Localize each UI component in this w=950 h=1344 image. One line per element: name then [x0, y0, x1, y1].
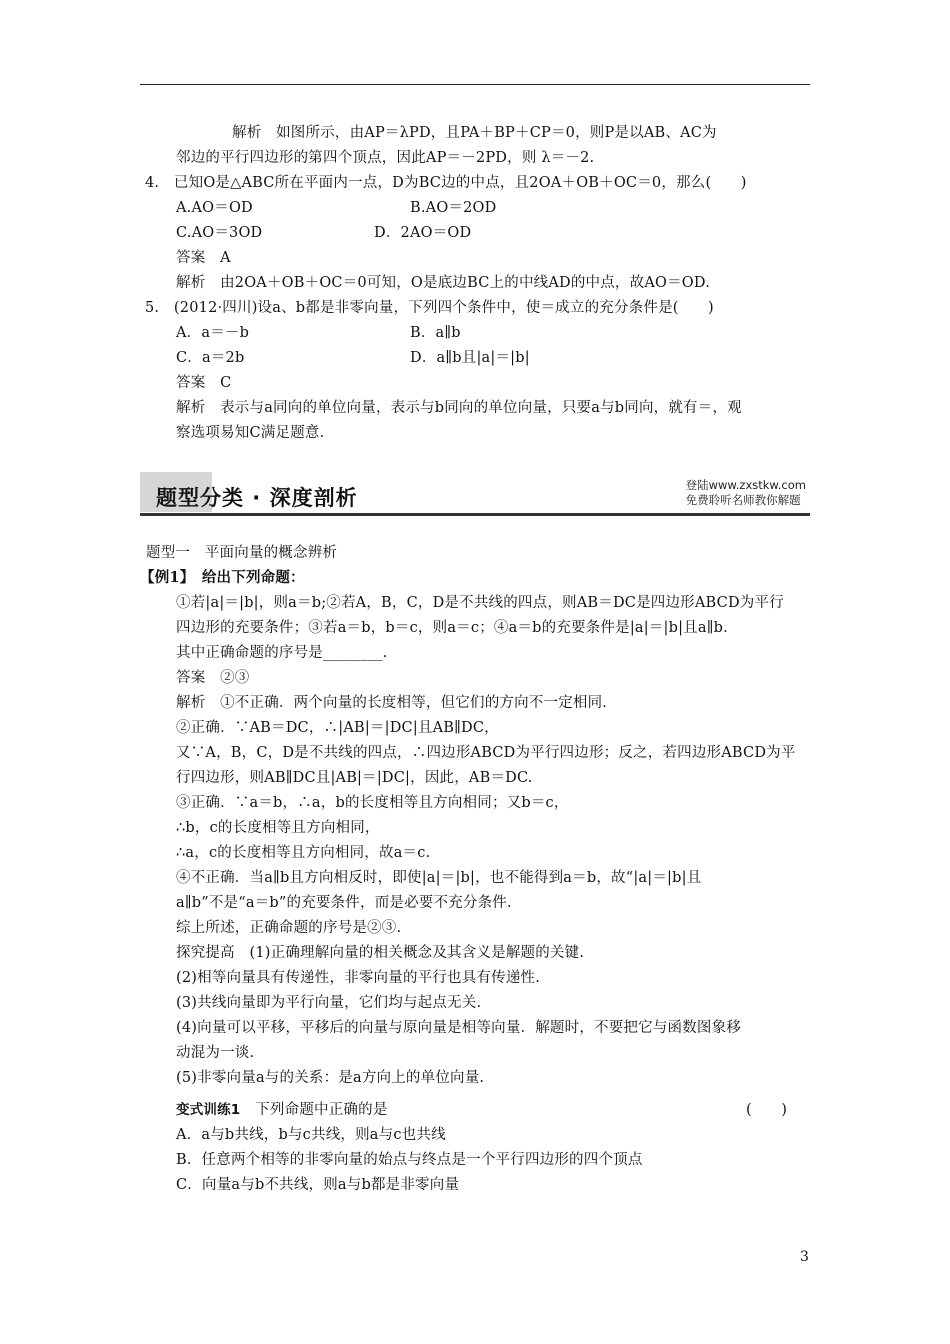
- q5-solution-line1: 解析 表示与a同向的单位向量，表示与b同向的单位向量，只要a与b同向，就有＝，观: [176, 400, 742, 416]
- tips-line1: 探究提高 (1)正确理解向量的相关概念及其含义是解题的关键.: [176, 945, 585, 961]
- q5-answer: 答案 C: [176, 375, 232, 391]
- q4-option-d: D．2AO＝OD: [374, 225, 472, 241]
- example1-solution-line9: a∥b”不是“a＝b”的充要条件，而是必要不充分条件.: [176, 895, 512, 911]
- banner-site-note: [686, 478, 806, 508]
- q3-solution-line1: 解析 如图所示，由AP＝λPD，且PA＋BP＋CP＝0，则P是以AB、AC为: [232, 125, 717, 141]
- variant1-option-a: A．a与b共线，b与c共线，则a与c也共线: [176, 1127, 446, 1143]
- header-rule: [140, 84, 810, 85]
- page-number: 3: [800, 1249, 809, 1265]
- example1-solution-line2: ②正确．∵AB＝DC，∴|AB|＝|DC|且AB∥DC，: [176, 720, 499, 736]
- tips-line3: (3)共线向量即为平行向量，它们均与起点无关.: [176, 995, 482, 1011]
- example1-solution-line10: 综上所述，正确命题的序号是②③.: [176, 920, 402, 936]
- q4-stem: 4. 已知O是△ABC所在平面内一点，D为BC边的中点，且2OA＋OB＋OC＝0，那么( ): [145, 175, 747, 191]
- example1-solution-line6: ∴b，c的长度相等且方向相同，: [176, 820, 380, 836]
- tips-line2: (2)相等向量具有传递性，非零向量的平行也具有传递性.: [176, 970, 541, 986]
- example1-solution-line7: ∴a，c的长度相等且方向相同，故a＝c.: [176, 845, 431, 861]
- q5-stem: 5. (2012·四川)设a、b都是非零向量，下列四个条件中，使＝成立的充分条件是( ): [145, 300, 714, 316]
- q5-option-a: A．a＝－b: [176, 325, 250, 341]
- q3-solution-line2: 邻边的平行四边形的第四个顶点，因此AP＝－2PD，则 λ＝－2.: [176, 150, 595, 166]
- q4-answer: 答案 A: [176, 250, 231, 266]
- q4-option-b: B.AO＝2OD: [410, 200, 497, 216]
- q4-option-a: A.AO＝OD: [176, 200, 253, 216]
- tips-line6: (5)非零向量a与的关系：是a方向上的单位向量.: [176, 1070, 485, 1086]
- banner-site-slogan: 免费聆听名师教你解题: [685, 493, 801, 507]
- example1-prop-line1: ①若|a|＝|b|，则a＝b;②若A，B，C，D是不共线的四点，则AB＝DC是四边形ABCD为平行: [176, 595, 784, 611]
- example1-prop-line3: 其中正确命题的序号是________.: [176, 645, 388, 661]
- example1-solution-line8: ④不正确．当a∥b且方向相反时，即使|a|＝|b|，也不能得到a＝b，故“|a|＝|b|且: [176, 870, 702, 886]
- q5-option-d: D．a∥b且|a|＝|b|: [410, 350, 530, 366]
- variant1-tag: 变式训练1: [176, 1102, 241, 1118]
- q5-option-b: B．a∥b: [410, 325, 461, 341]
- banner-title: 题型分类 · 深度剖析: [156, 486, 358, 510]
- tips-line4: (4)向量可以平移，平移后的向量与原向量是相等向量．解题时，不要把它与函数图象移: [176, 1020, 742, 1036]
- example1-solution-line3: 又∵A，B，C，D是不共线的四点，∴四边形ABCD为平行四边形；反之，若四边形ABCD为平: [176, 745, 796, 761]
- q4-solution: 解析 由2OA＋OB＋OC＝0可知，O是底边BC上的中线AD的中点，故AO＝OD.: [176, 275, 710, 291]
- example1-solution-line5: ③正确．∵a＝b，∴a，b的长度相等且方向相同；又b＝c，: [176, 795, 569, 811]
- variant1-stem: 下列命题中正确的是: [255, 1102, 388, 1118]
- q5-option-c: C．a＝2b: [176, 350, 245, 366]
- example1-solution-line1: 解析 ①不正确．两个向量的长度相等，但它们的方向不一定相同.: [176, 695, 608, 711]
- banner-rule: [140, 513, 810, 516]
- example1-prop-line2: 四边形的充要条件；③若a＝b，b＝c，则a＝c；④a＝b的充要条件是|a|＝|b|且a∥b.: [176, 620, 728, 636]
- variant1-bracket: ( ): [746, 1102, 788, 1118]
- section-banner: [140, 470, 810, 518]
- variant1-option-c: C．向量a与b不共线，则a与b都是非零向量: [176, 1177, 460, 1193]
- q4-option-c: C.AO＝3OD: [176, 225, 263, 241]
- tips-line5: 动混为一谈.: [176, 1045, 255, 1061]
- variant1-row: [176, 1100, 388, 1120]
- example1-answer: 答案 ②③: [176, 670, 250, 686]
- type1-heading: 题型一 平面向量的概念辨析: [146, 545, 338, 561]
- example1-label: 【例1】 给出下列命题：: [140, 569, 305, 586]
- q5-solution-line2: 察选项易知C满足题意.: [176, 425, 325, 441]
- example1-solution-line4: 行四边形，则AB∥DC且|AB|＝|DC|，因此，AB＝DC.: [176, 770, 533, 786]
- banner-site-url: 登陆www.zxstkw.com: [685, 478, 806, 492]
- variant1-option-b: B．任意两个相等的非零向量的始点与终点是一个平行四边形的四个顶点: [176, 1152, 643, 1168]
